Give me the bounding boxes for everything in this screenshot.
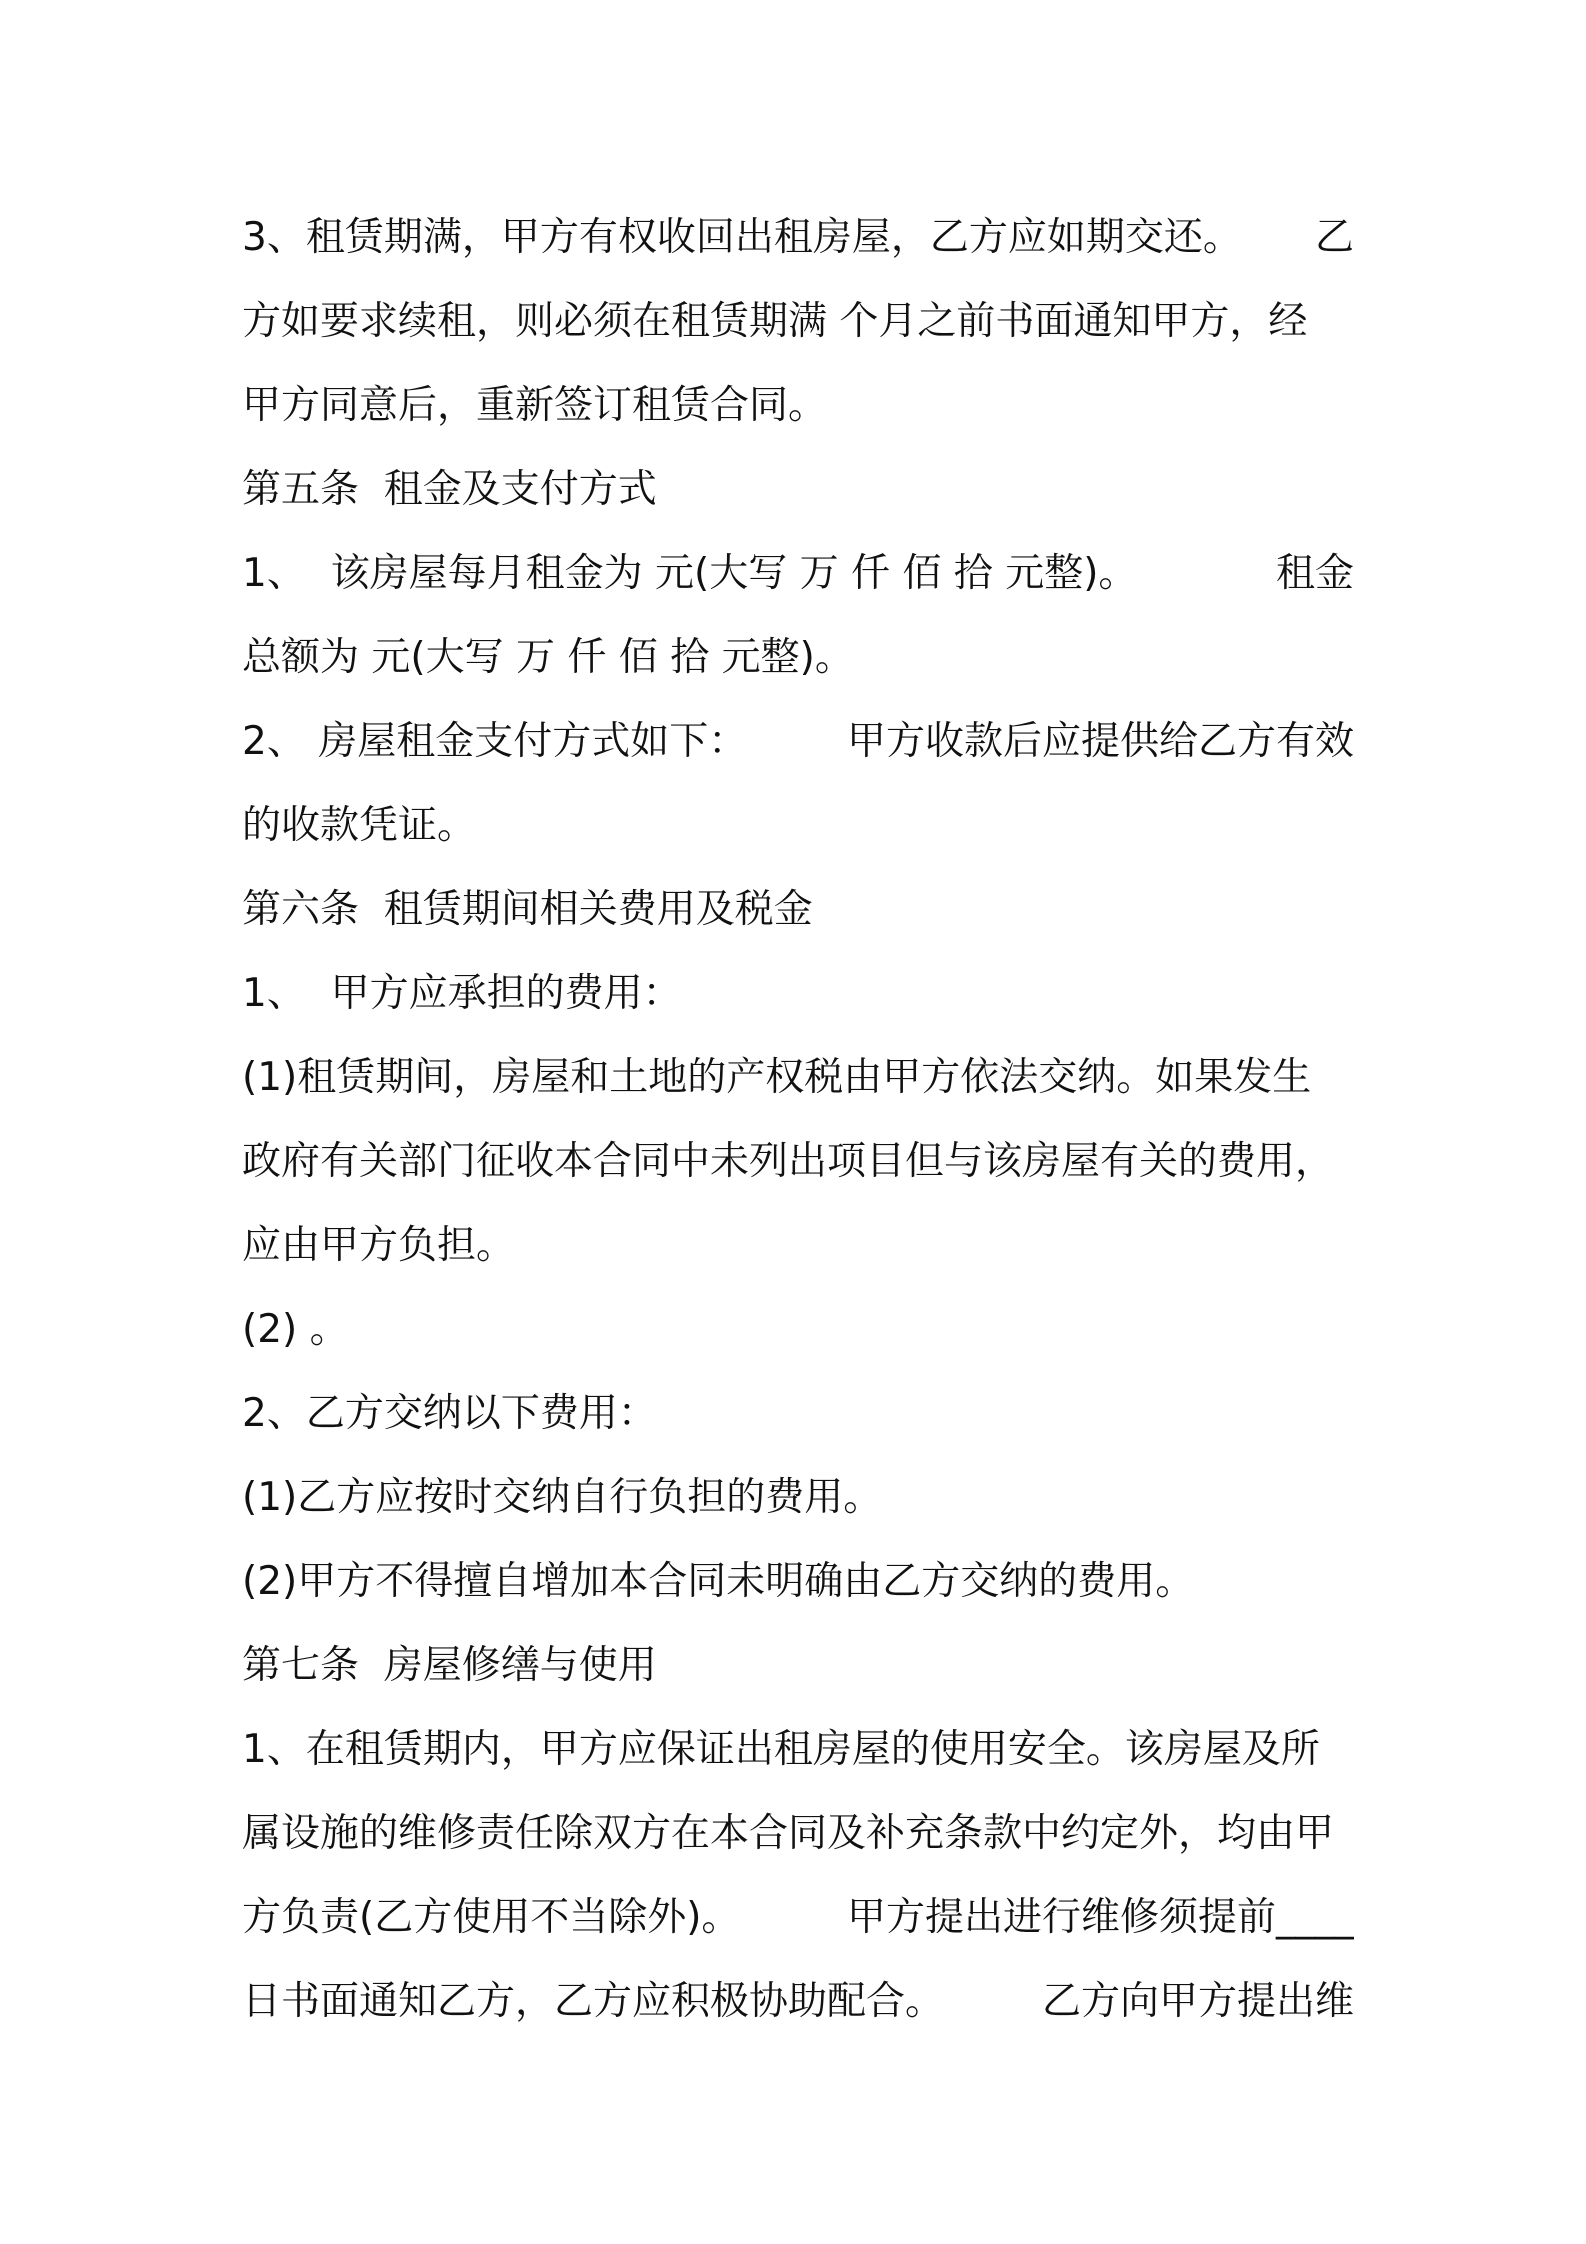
paragraph-line: 政府有关部门征收本合同中未列出项目但与该房屋有关的费用， — [242, 1139, 1335, 1184]
paragraph-line: 的收款凭证。 — [242, 803, 477, 848]
line-text: 1、 该房屋每月租金为 元(大写 万 仟 佰 拾 元整)。 — [242, 551, 1138, 596]
line-text-end: 甲方提出进行维修须提前____ — [846, 1895, 1354, 1940]
paragraph-line — [242, 1960, 1354, 2044]
paragraph-line: (1)租赁期间，房屋和土地的产权税由甲方依法交纳。如果发生 — [242, 1055, 1312, 1100]
section-heading: 第五条 租金及支付方式 — [242, 467, 657, 512]
paragraph-line: 属设施的维修责任除双方在本合同及补充条款中约定外，均由甲 — [242, 1811, 1335, 1856]
paragraph-line: (2) 。 — [242, 1307, 349, 1352]
paragraph-line: 应由甲方负担。 — [242, 1223, 516, 1268]
paragraph-line: 2、乙方交纳以下费用： — [242, 1391, 657, 1436]
paragraph-line: 1、 甲方应承担的费用： — [242, 971, 682, 1016]
paragraph-line: (1)乙方应按时交纳自行负担的费用。 — [242, 1475, 883, 1520]
line-text-end: 甲方收款后应提供给乙方有效 — [846, 719, 1354, 764]
line-text-end: 乙方向甲方提出维 — [1041, 1979, 1354, 2024]
document-page — [242, 196, 1354, 2044]
line-text-end: 乙 — [1314, 215, 1354, 260]
line-text: 日书面通知乙方，乙方应积极协助配合。 — [242, 1979, 945, 2024]
line-text-end: 租金 — [1275, 551, 1354, 596]
paragraph-line — [242, 1876, 1354, 1960]
paragraph-line: (2)甲方不得擅自增加本合同未明确由乙方交纳的费用。 — [242, 1559, 1195, 1604]
paragraph-line: 1、在租赁期内，甲方应保证出租房屋的使用安全。该房屋及所 — [242, 1727, 1320, 1772]
paragraph-line: 总额为 元(大写 万 仟 佰 拾 元整)。 — [242, 635, 854, 680]
section-heading: 第六条 租赁期间相关费用及税金 — [242, 887, 813, 932]
paragraph-line — [242, 196, 1354, 280]
paragraph-line — [242, 532, 1354, 616]
paragraph-line — [242, 700, 1354, 784]
line-text: 3、租赁期满，甲方有权收回出租房屋，乙方应如期交还。 — [242, 215, 1242, 260]
line-text: 方负责(乙方使用不当除外)。 — [242, 1895, 741, 1940]
section-heading: 第七条 房屋修缮与使用 — [242, 1643, 657, 1688]
paragraph-line: 方如要求续租，则必须在租赁期满 个月之前书面通知甲方，经 — [242, 299, 1308, 344]
paragraph-line: 甲方同意后，重新签订租赁合同。 — [242, 383, 828, 428]
line-text: 2、 房屋租金支付方式如下： — [242, 719, 748, 764]
